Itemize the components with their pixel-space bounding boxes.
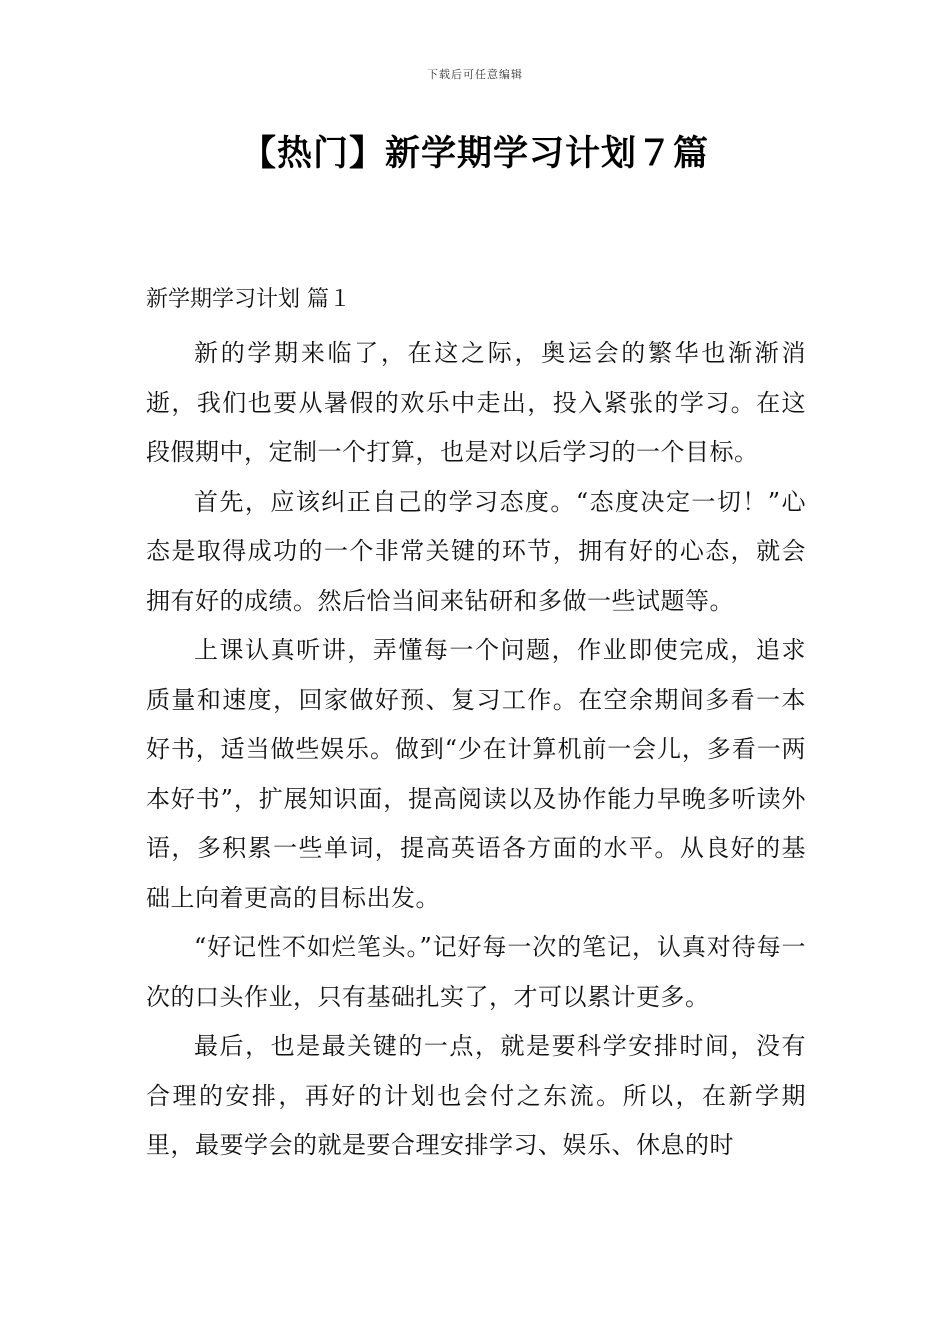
paragraph-4: “好记性不如烂笔头。”记好每一次的笔记，认真对待每一次的口头作业，只有基础扎实了，才可以累计更多。	[146, 933, 806, 1011]
paragraph-5: 最后，也是最关键的一点，就是要科学安排时间，没有合理的安排，再好的计划也会付之东流。所以，在新学期里，最要学会的就是要合理安排学习、娱乐、休息的时	[146, 1032, 806, 1159]
paragraph-1: 新的学期来临了，在这之际，奥运会的繁华也渐渐消逝，我们也要从暑假的欢乐中走出，投入紧张的学习。在这段假期中，定制一个打算，也是对以后学习的一个目标。	[146, 339, 806, 466]
document-title: 【热门】新学期学习计划７篇	[240, 134, 709, 174]
section-heading: 新学期学习计划 篇１	[146, 287, 351, 312]
paragraph-2: 首先，应该纠正自己的学习态度。“态度决定一切！”心态是取得成功的一个非常关键的环节，拥有好的心态，就会拥有好的成绩。然后恰当间来钻研和多做一些试题等。	[146, 487, 806, 615]
paragraph-3: 上课认真听讲，弄懂每一个问题，作业即使完成，追求质量和速度，回家做好预、复习工作。在空余期间多看一本好书，适当做些娱乐。做到“少在计算机前一会儿，多看一两本好书”，扩展知识面，提高阅读以及协作能力早晚多听读外语，多积累一些单词，提高英语各方面的水平。从良好的基础上向着更高的目标出发。	[146, 636, 806, 912]
header-note: 下载后可任意编辑	[427, 68, 523, 81]
document-body	[146, 280, 806, 1171]
